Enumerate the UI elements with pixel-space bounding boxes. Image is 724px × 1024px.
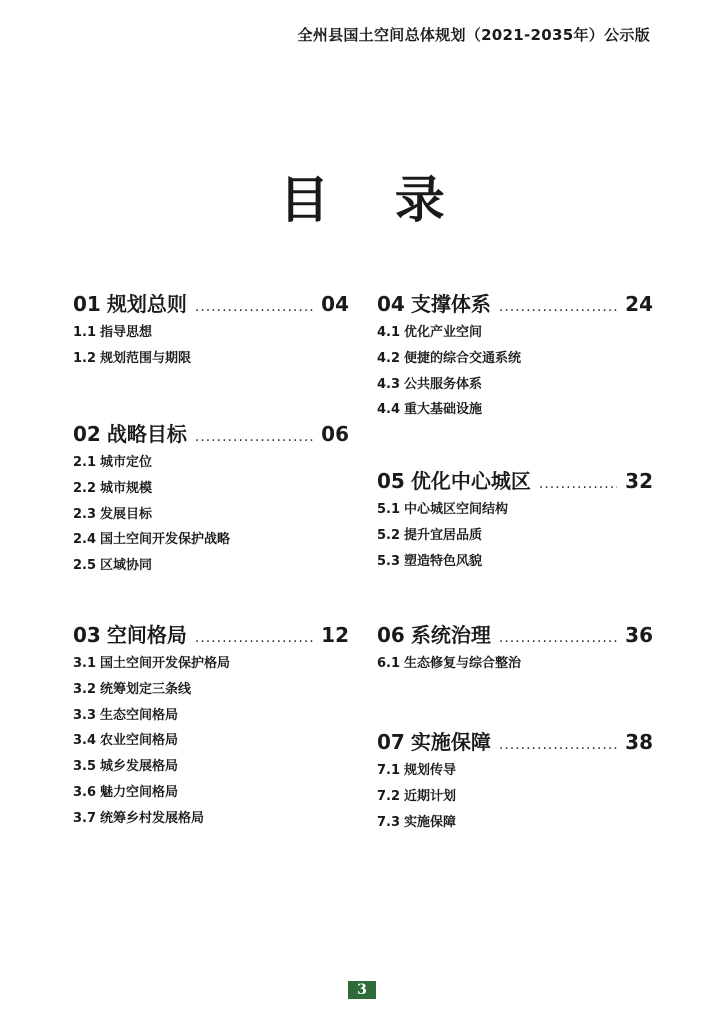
section-title: 实施保障 [410, 730, 491, 754]
toc-item[interactable] [73, 806, 349, 832]
item-number: 5.2 [377, 527, 401, 543]
toc-item-list [73, 450, 349, 579]
document-header: 全州县国土空间总体规划（2021-2035年）公示版 [297, 26, 650, 44]
section-number: 04 [377, 292, 405, 316]
toc-item-list [73, 320, 349, 372]
item-number: 4.3 [377, 376, 401, 392]
section-title: 系统治理 [410, 623, 491, 647]
item-number: 2.5 [73, 558, 97, 574]
item-number: 3.3 [73, 707, 97, 723]
item-title: 城乡发展格局 [100, 759, 179, 775]
item-title: 实施保障 [404, 814, 457, 830]
toc-section-heading[interactable] [73, 288, 349, 316]
toc-section [377, 465, 653, 574]
toc-item[interactable] [377, 346, 653, 372]
dot-leader [539, 476, 617, 492]
toc-section [73, 288, 349, 372]
toc-item[interactable] [377, 784, 653, 810]
toc-section-heading[interactable] [73, 418, 349, 446]
section-number: 07 [377, 730, 405, 754]
toc-item[interactable] [73, 320, 349, 346]
section-page-number: 38 [625, 730, 653, 754]
toc-item-list [377, 758, 653, 835]
item-number: 7.2 [377, 788, 401, 804]
dot-leader [499, 299, 617, 315]
toc-section [377, 726, 653, 835]
toc-item[interactable] [377, 651, 653, 677]
item-number: 3.6 [73, 784, 97, 800]
section-page-number: 12 [321, 623, 349, 647]
section-title: 空间格局 [106, 623, 187, 647]
toc-item[interactable] [377, 372, 653, 398]
item-number: 5.3 [377, 553, 401, 569]
section-title: 战略目标 [106, 422, 187, 446]
toc-item[interactable] [73, 703, 349, 729]
item-title: 魅力空间格局 [100, 784, 179, 800]
toc-section-heading[interactable] [377, 619, 653, 647]
item-title: 城市定位 [100, 455, 153, 470]
section-number: 01 [73, 292, 101, 316]
section-number: 05 [377, 469, 405, 493]
item-title: 国土空间开发保护战略 [100, 532, 231, 548]
item-number: 3.5 [73, 759, 97, 775]
toc-item-list [377, 320, 653, 423]
section-page-number: 06 [321, 422, 349, 446]
dot-leader [499, 630, 617, 646]
item-title: 重大基础设施 [404, 402, 483, 418]
item-number: 3.7 [73, 810, 97, 826]
toc-item[interactable] [377, 397, 653, 423]
item-number: 1.1 [73, 325, 97, 340]
item-number: 5.1 [377, 502, 401, 517]
toc-section [73, 619, 349, 832]
toc-item[interactable] [73, 780, 349, 806]
item-number: 2.1 [73, 455, 97, 470]
item-title: 优化产业空间 [404, 325, 483, 340]
section-number: 06 [377, 623, 405, 647]
toc-item-list [377, 497, 653, 574]
item-number: 7.1 [377, 763, 401, 778]
section-page-number: 24 [625, 292, 653, 316]
item-title: 区域协同 [100, 558, 153, 574]
section-page-number: 32 [625, 469, 653, 493]
toc-item[interactable] [73, 346, 349, 372]
toc-item[interactable] [377, 549, 653, 575]
toc-section [73, 418, 349, 579]
item-number: 6.1 [377, 656, 401, 671]
item-title: 便捷的综合交通系统 [404, 350, 522, 366]
section-page-number: 04 [321, 292, 349, 316]
toc-section-heading[interactable] [73, 619, 349, 647]
section-number: 03 [73, 623, 101, 647]
toc-item[interactable] [73, 651, 349, 677]
item-title: 城市规模 [100, 480, 153, 496]
item-number: 3.2 [73, 681, 97, 697]
item-title: 生态修复与综合整治 [404, 656, 522, 671]
toc-item[interactable] [73, 527, 349, 553]
toc-item[interactable] [377, 497, 653, 523]
page-title: 目 录 [279, 171, 469, 229]
dot-leader [195, 299, 313, 315]
toc-item[interactable] [73, 754, 349, 780]
item-title: 公共服务体系 [404, 376, 483, 392]
item-number: 3.4 [73, 733, 97, 749]
section-title: 支撑体系 [410, 292, 491, 316]
item-title: 近期计划 [404, 788, 457, 804]
item-title: 指导思想 [100, 325, 153, 340]
toc-item-list [377, 651, 653, 677]
toc-section-heading[interactable] [377, 726, 653, 754]
toc-item[interactable] [73, 728, 349, 754]
toc-item[interactable] [73, 476, 349, 502]
dot-leader [195, 429, 313, 445]
item-title: 发展目标 [100, 506, 153, 522]
item-number: 1.2 [73, 350, 97, 366]
item-number: 2.4 [73, 532, 97, 548]
item-title: 提升宜居品质 [404, 527, 483, 543]
toc-item[interactable] [377, 320, 653, 346]
toc-section [377, 288, 653, 423]
section-title: 优化中心城区 [410, 469, 531, 493]
toc-item[interactable] [73, 553, 349, 579]
section-number: 02 [73, 422, 101, 446]
toc-section-heading[interactable] [377, 288, 653, 316]
item-number: 2.2 [73, 480, 97, 496]
section-page-number: 36 [625, 623, 653, 647]
toc-item[interactable] [377, 523, 653, 549]
item-number: 3.1 [73, 656, 97, 671]
toc-section-heading[interactable] [377, 465, 653, 493]
item-number: 4.1 [377, 325, 401, 340]
toc-item[interactable] [73, 502, 349, 528]
dot-leader [195, 630, 313, 646]
item-number: 7.3 [377, 814, 401, 830]
dot-leader [499, 737, 617, 753]
item-number: 4.2 [377, 350, 401, 366]
item-title: 生态空间格局 [100, 707, 179, 723]
item-number: 4.4 [377, 402, 401, 418]
page-number-badge: 3 [348, 981, 376, 999]
item-title: 规划传导 [404, 763, 457, 778]
item-number: 2.3 [73, 506, 97, 522]
item-title: 国土空间开发保护格局 [100, 656, 231, 671]
toc-item[interactable] [377, 758, 653, 784]
toc-item[interactable] [73, 450, 349, 476]
item-title: 规划范围与期限 [100, 350, 192, 366]
toc-item[interactable] [377, 810, 653, 836]
item-title: 塑造特色风貌 [404, 553, 483, 569]
toc-item[interactable] [73, 677, 349, 703]
item-title: 中心城区空间结构 [404, 502, 509, 517]
section-title: 规划总则 [106, 292, 187, 316]
toc-item-list [73, 651, 349, 832]
item-title: 农业空间格局 [100, 733, 179, 749]
item-title: 统筹划定三条线 [100, 681, 192, 697]
toc-section [377, 619, 653, 677]
item-title: 统筹乡村发展格局 [100, 810, 205, 826]
